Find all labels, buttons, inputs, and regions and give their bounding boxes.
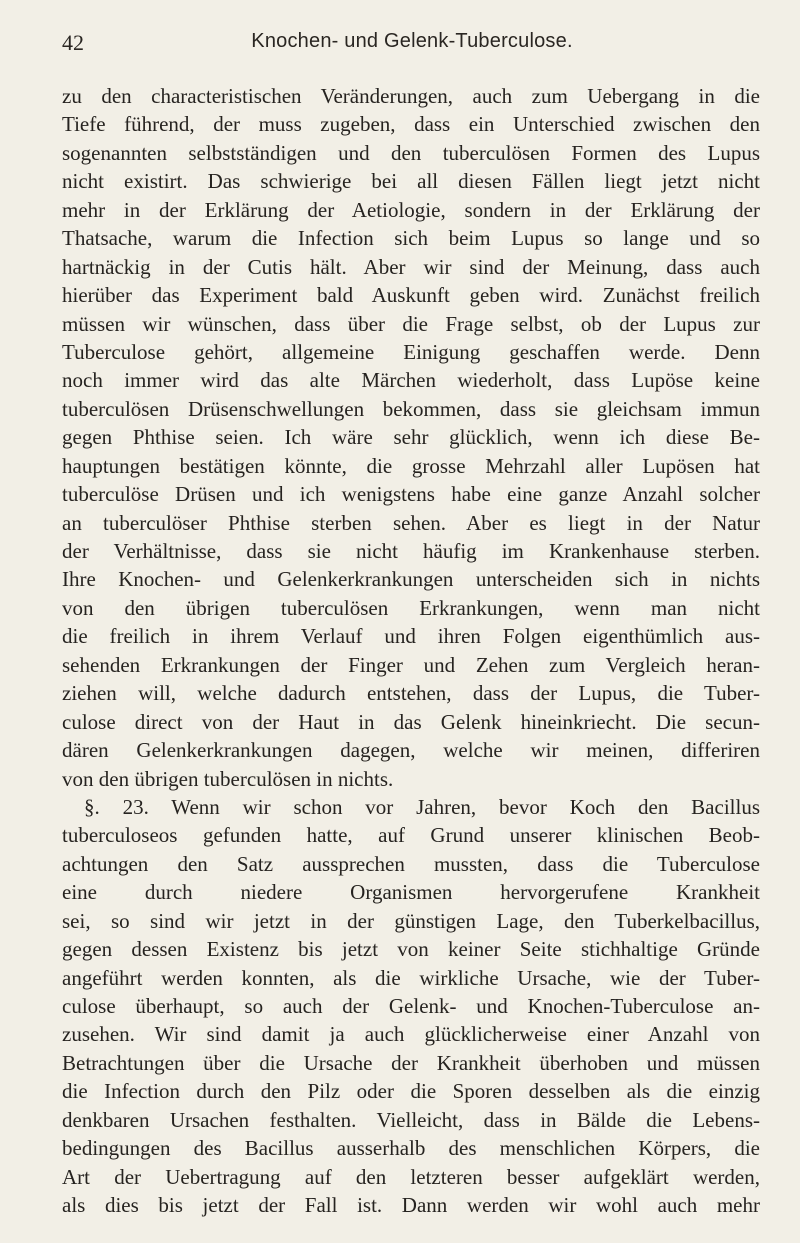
page-number: 42 (62, 30, 84, 55)
text-line: zu den characteristischen Veränderungen, auch zum Uebergang in die (62, 84, 760, 108)
page-header (62, 30, 762, 60)
text-line: culose direct von der Haut in das Gelenk hineinkriecht. Die secun- (62, 709, 760, 734)
running-title: Knochen- und Gelenk-Tuberculose. (251, 30, 573, 52)
text-line: Tuberculose gehört, allgemeine Einigung geschaffen werde. Denn (62, 339, 760, 364)
text-line: eine durch niedere Organismen hervorgerufene Krankheit (62, 880, 760, 905)
text-line: müssen wir wünschen, dass über die Frage selbst, ob der Lupus zur (62, 311, 760, 336)
text-line: sogenannten selbstständigen und den tuberculösen Formen des Lupus (62, 140, 760, 165)
text-line: gegen Phthise seien. Ich wäre sehr glücklich, wenn ich diese Be- (62, 425, 760, 450)
text-line: tuberculoseos gefunden hatte, auf Grund unserer klinischen Beob- (62, 823, 760, 848)
text-line: sehenden Erkrankungen der Finger und Zehen zum Vergleich heran- (62, 652, 760, 677)
section-heading-line: §. 23. Wenn wir schon vor Jahren, bevor Koch den Bacillus (84, 794, 760, 819)
text-line: angeführt werden konnten, als die wirkliche Ursache, wie der Tuber- (62, 965, 760, 990)
text-line: Art der Uebertragung auf den letzteren besser aufgeklärt werden, (62, 1164, 760, 1189)
text-line: hauptungen bestätigen könnte, die grosse Mehrzahl aller Lupösen hat (62, 453, 760, 478)
text-line: die freilich in ihrem Verlauf und ihren Folgen eigenthümlich aus- (62, 624, 760, 649)
text-line: als dies bis jetzt der Fall ist. Dann werden wir wohl auch mehr (62, 1193, 760, 1218)
text-line: dären Gelenkerkrankungen dagegen, welche wir meinen, differiren (62, 738, 760, 763)
text-line: hierüber das Experiment bald Auskunft geben wird. Zunächst freilich (62, 283, 760, 308)
text-line: achtungen den Satz aussprechen mussten, dass die Tuberculose (62, 851, 760, 876)
text-line: der Verhältnisse, dass sie nicht häufig im Krankenhause sterben. (62, 539, 760, 563)
text-line: Ihre Knochen- und Gelenkerkrankungen unterscheiden sich in nichts (62, 567, 760, 592)
text-line: mehr in der Erklärung der Aetiologie, sondern in der Erklärung der (62, 197, 760, 222)
text-line: Tiefe führend, der muss zugeben, dass ein Unterschied zwischen den (62, 112, 760, 137)
text-line: zusehen. Wir sind damit ja auch glücklicherweise einer Anzahl von (62, 1022, 760, 1047)
body-text (62, 82, 760, 1220)
text-line: von den übrigen tuberculösen Erkrankungen, wenn man nicht (62, 595, 760, 620)
text-line: denkbaren Ursachen festhalten. Vielleicht, dass in Bälde die Lebens- (62, 1107, 760, 1132)
text-line: ziehen will, welche dadurch entstehen, dass der Lupus, die Tuber- (62, 681, 760, 706)
text-line: an tuberculöser Phthise sterben sehen. Aber es liegt in der Natur (62, 510, 760, 535)
text-line: sei, so sind wir jetzt in der günstigen Lage, den Tuberkelbacillus, (62, 908, 760, 933)
text-line: tuberculösen Drüsenschwellungen bekommen, dass sie gleichsam immun (62, 396, 760, 421)
text-line: culose überhaupt, so auch der Gelenk- und Knochen-Tuberculose an- (62, 994, 760, 1018)
text-line: hartnäckig in der Cutis hält. Aber wir sind der Meinung, dass auch (62, 254, 760, 279)
text-line: tuberculöse Drüsen und ich wenigstens habe eine ganze Anzahl solcher (62, 482, 760, 507)
text-line: gegen dessen Existenz bis jetzt von keiner Seite stichhaltige Gründe (62, 937, 760, 962)
text-line: von den übrigen tuberculösen in nichts. (62, 766, 394, 791)
text-line: nicht existirt. Das schwierige bei all diesen Fällen liegt jetzt nicht (62, 169, 760, 194)
text-line: Betrachtungen über die Ursache der Krankheit überhoben und müssen (62, 1050, 760, 1075)
text-line: Thatsache, warum die Infection sich beim Lupus so lange und so (62, 226, 760, 251)
text-line: bedingungen des Bacillus ausserhalb des menschlichen Körpers, die (62, 1136, 760, 1161)
text-line: noch immer wird das alte Märchen wiederholt, dass Lupöse keine (62, 368, 760, 393)
text-line: die Infection durch den Pilz oder die Sporen desselben als die einzig (62, 1079, 760, 1104)
